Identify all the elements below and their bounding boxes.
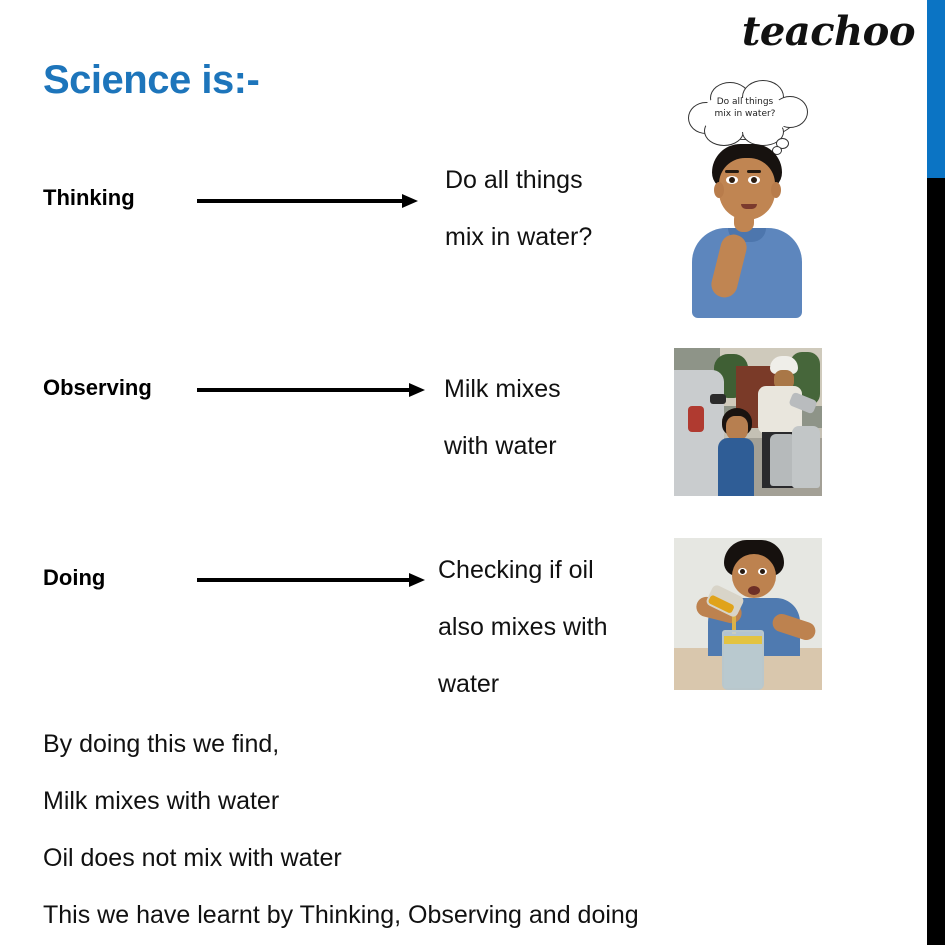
thought-bubble (680, 80, 810, 148)
step-text-doing-line2: also mixes with (438, 613, 608, 641)
conclusion-line-1: By doing this we find, (43, 730, 280, 758)
image-thinking-boy (672, 80, 822, 318)
conclusion-line-4: This we have learnt by Thinking, Observing and doing (43, 901, 639, 929)
step-text-doing-line1: Checking if oil (438, 556, 594, 584)
step-text-thinking-line2: mix in water? (445, 223, 593, 251)
step-text-doing-line3: water (438, 670, 500, 698)
step-text-thinking-line1: Do all things (445, 166, 583, 194)
edge-accent-bar-black (927, 178, 945, 945)
step-label-doing: Doing (43, 565, 106, 590)
arrow-doing (197, 573, 425, 587)
edge-accent-bar-blue (927, 0, 945, 178)
arrow-shaft (197, 388, 410, 392)
arrow-shaft (197, 578, 410, 582)
step-label-observing: Observing (43, 375, 152, 400)
thought-bubble-line2: mix in water? (714, 109, 776, 119)
conclusion-line-2: Milk mixes with water (43, 787, 280, 815)
image-milkman (674, 348, 822, 496)
arrow-head (409, 383, 425, 397)
conclusion-line-3: Oil does not mix with water (43, 844, 342, 872)
step-label-thinking: Thinking (43, 185, 135, 210)
conclusion-block (43, 716, 843, 944)
image-oil-experiment (674, 538, 822, 690)
page-title: Science is:- (43, 58, 260, 102)
arrow-head (409, 573, 425, 587)
teachoo-logo: teachoo (741, 8, 915, 55)
arrow-thinking (197, 194, 418, 208)
step-text-observing-line2: with water (444, 432, 557, 460)
arrow-shaft (197, 199, 403, 203)
arrow-head (402, 194, 418, 208)
thought-bubble-line1: Do all things (716, 97, 774, 107)
step-text-observing-line1: Milk mixes (444, 375, 561, 403)
arrow-observing (197, 383, 425, 397)
boy-thinking-figure (686, 142, 808, 318)
